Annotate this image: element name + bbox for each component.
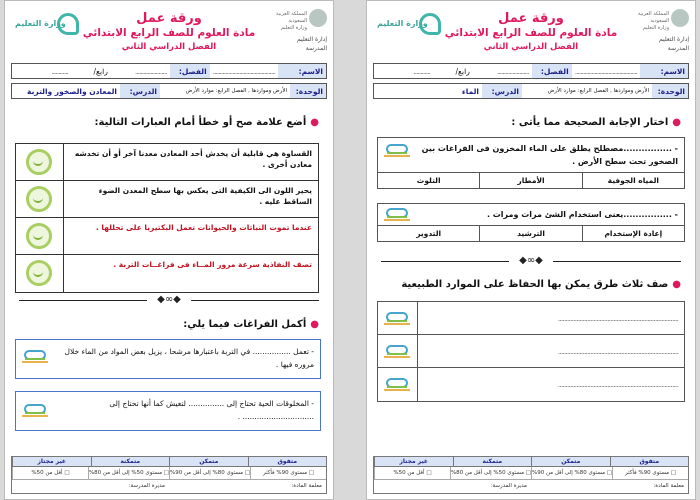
cloud-icon (22, 402, 50, 418)
true-false-table (15, 143, 319, 293)
worksheet-page-soil (4, 0, 334, 500)
ornament-icon: ◆∞◆ (519, 255, 543, 266)
leaf-icon (26, 186, 52, 212)
class-label: الفصل: (170, 64, 210, 78)
page-gap (339, 0, 361, 500)
answer-option[interactable]: التدوير (416, 229, 442, 238)
class-label: الفصل: (532, 64, 572, 78)
answer-option[interactable]: المياه الجوفية (582, 173, 684, 188)
table-row (16, 218, 318, 255)
answer-option[interactable]: التلوث (416, 176, 441, 185)
bullet-icon: ● (672, 117, 681, 128)
cloud-icon (384, 310, 412, 326)
unit-label: الوحدة: (652, 84, 688, 98)
leaf-icon (26, 149, 52, 175)
section-describe-title: ●صف ثلاث طرق يمكن بها الحفاظ على الموارد الطبيعية (401, 279, 681, 290)
supervisor-sign: مديرة المدرسة: (128, 483, 165, 489)
ministry-line: وزارة التعليم (642, 25, 669, 31)
lesson-label: الدرس: (120, 84, 160, 98)
lesson-label: الدرس: (482, 84, 522, 98)
subject-title: مادة العلوم للصف الرابع الابتدائي (444, 27, 618, 39)
student-info-row (11, 63, 327, 79)
answer-line[interactable]: .............................................................................. (378, 335, 684, 368)
moe-logo-text: وزارة التعليم (15, 19, 66, 28)
ministry-line: وزارة التعليم (280, 25, 307, 31)
section-fill-title: ●أكمل الفراغات فيما يلي: (183, 319, 319, 330)
section-choice-title: ●اختار الإجابة الصحيحة مما يأتى : (511, 117, 681, 128)
moe-logo-text: وزارة التعليم (377, 19, 428, 28)
lesson-info-row (11, 83, 327, 99)
fill-question-1[interactable] (15, 339, 321, 379)
unit-value: الأرض ومواردها , الفصل الرابع: موارد الأرض (547, 88, 649, 94)
subject-title: مادة العلوم للصف الرابع الابتدائي (82, 27, 256, 39)
cloud-icon (22, 348, 50, 364)
unit-value: الأرض ومواردها , الفصل الرابع: موارد الأرض (185, 88, 287, 94)
answer-line[interactable]: .............................................................................. (378, 368, 684, 401)
footer-checkbox[interactable]: □ مستوى 50% إلى أقل من 80% (450, 467, 531, 479)
answer-option[interactable]: الأمطار (479, 173, 581, 188)
assessment-footer (11, 456, 327, 494)
statement-text: يحير اللون الى الكيفية التى يعكس بها سطح المعدن الضوء الساقط عليه . (98, 186, 312, 206)
term-title: الفصل الدراسي الثاني (483, 42, 579, 52)
moe-logo (15, 9, 85, 41)
footer-checkbox[interactable]: □ أقل من 50% (12, 467, 88, 479)
ornament-divider (5, 294, 333, 306)
cloud-icon (384, 206, 412, 222)
name-label: الاسم: (640, 64, 688, 78)
choice-question-1 (377, 137, 685, 189)
leaf-icon (26, 223, 52, 249)
admin-line: إدارة التعليم (297, 36, 327, 43)
worksheet-title: ورقة عمل (498, 11, 564, 26)
unit-label: الوحدة: (290, 84, 326, 98)
teacher-sign: معلمة المادة: (653, 483, 684, 489)
footer-header: متمكنة (91, 457, 170, 466)
answer-cell[interactable] (16, 255, 64, 292)
footer-header: غير مجتاز (374, 457, 453, 466)
statement-text: عندما تموت النباتات والحيوانات تعمل البكتيريا على تحللها . (95, 223, 312, 232)
worksheet-title: ورقة عمل (136, 11, 202, 26)
table-row (16, 144, 318, 181)
name-label: الاسم: (278, 64, 326, 78)
cloud-icon (384, 142, 412, 158)
table-row (16, 181, 318, 218)
footer-header: متمكن (531, 457, 610, 466)
answer-cell[interactable] (16, 218, 64, 254)
grade-field[interactable]: ............ (51, 66, 68, 76)
grade-label: رابع/ (93, 66, 108, 76)
admin-line: إدارة التعليم (659, 36, 689, 43)
teacher-sign: معلمة المادة: (291, 483, 322, 489)
leaf-icon (26, 260, 52, 286)
footer-header: متمكنة (453, 457, 532, 466)
bullet-icon: ● (672, 279, 681, 290)
footer-header: متمكن (169, 457, 248, 466)
footer-header: متفوق (248, 457, 327, 466)
moe-logo (377, 9, 447, 41)
bullet-icon: ● (310, 319, 319, 330)
ornament-divider (367, 255, 695, 267)
assessment-footer (373, 456, 689, 494)
fill-question-text: - تعمل ................ في التربة باعتبارها مرشحا ، يزيل بعض المواد من الماء خلال مروره فيها . (64, 347, 314, 369)
student-info-row (373, 63, 689, 79)
fill-question-text: - المخلوقات الحية تحتاج إلى ............... لتعيش كما أنها تحتاج إلى .............................. . (109, 399, 314, 421)
admin-line: المدرسة (305, 45, 327, 52)
answer-cell[interactable] (16, 181, 64, 217)
statement-text: تصف النفاذية سرعة مرور المــاء فى فراغــات التربة . (113, 260, 312, 269)
statement-text: القساوة هي قابلية أن يخدش أحد المعادن معدنا آخر أو أن تخدشه معادن أخرى . (74, 149, 312, 169)
footer-checkbox[interactable]: □ مستوى 80% إلى أقل من 90% (169, 467, 250, 479)
page-header (11, 7, 327, 59)
cloud-icon (384, 343, 412, 359)
grade-label: رابع/ (455, 66, 470, 76)
lesson-info-row (373, 83, 689, 99)
worksheet-page-water (366, 0, 696, 500)
class-field[interactable]: ....................... (134, 66, 167, 76)
footer-checkbox[interactable]: □ مستوى 90% فأكثر (250, 467, 326, 479)
section-true-false-title: ●أضع علامة صح أو خطأ أمام العبارات التالية: (94, 117, 319, 128)
supervisor-sign: مديرة المدرسة: (490, 483, 527, 489)
answer-option[interactable]: الترشيد (479, 226, 581, 241)
footer-checkbox[interactable]: □ مستوى 80% إلى أقل من 90% (531, 467, 612, 479)
fill-question-2[interactable] (15, 391, 321, 431)
admin-line: المدرسة (667, 45, 689, 52)
question-text: - ................مصطلح يطلق على الماء المخزون فى الفراغات بين الصخور تحت سطح الأرض . (421, 144, 678, 166)
page-header (373, 7, 689, 59)
answer-option[interactable]: إعادة الإستخدام (582, 226, 684, 241)
question-text: - ................يعنى استخدام الشئ مرات ومرات . (486, 210, 678, 219)
footer-header: متفوق (610, 457, 689, 466)
answer-cell[interactable] (16, 144, 64, 180)
ministry-line: المملكة العربية السعودية (275, 11, 307, 24)
table-row (16, 255, 318, 292)
grade-field[interactable]: ............ (413, 66, 430, 76)
ministry-line: المملكة العربية السعودية (637, 11, 669, 24)
name-field[interactable]: ............................................. (574, 66, 637, 76)
cloud-icon (384, 376, 412, 392)
class-field[interactable]: ....................... (496, 66, 529, 76)
footer-checkbox[interactable]: □ مستوى 50% إلى أقل من 80% (88, 467, 169, 479)
lesson-value: الماء (461, 86, 479, 96)
footer-checkbox[interactable]: □ مستوى 90% فأكثر (612, 467, 688, 479)
bullet-icon: ● (310, 117, 319, 128)
answer-line[interactable]: .............................................................................. (378, 302, 684, 335)
name-field[interactable]: ............................................. (212, 66, 275, 76)
footer-checkbox[interactable]: □ أقل من 50% (374, 467, 450, 479)
lesson-value: المعادن والصخور والتربة (27, 86, 117, 96)
ornament-icon: ◆∞◆ (157, 294, 181, 305)
footer-header: غير مجتاز (12, 457, 91, 466)
answer-lines (377, 301, 685, 402)
choice-question-2 (377, 203, 685, 242)
term-title: الفصل الدراسي الثاني (121, 42, 217, 52)
